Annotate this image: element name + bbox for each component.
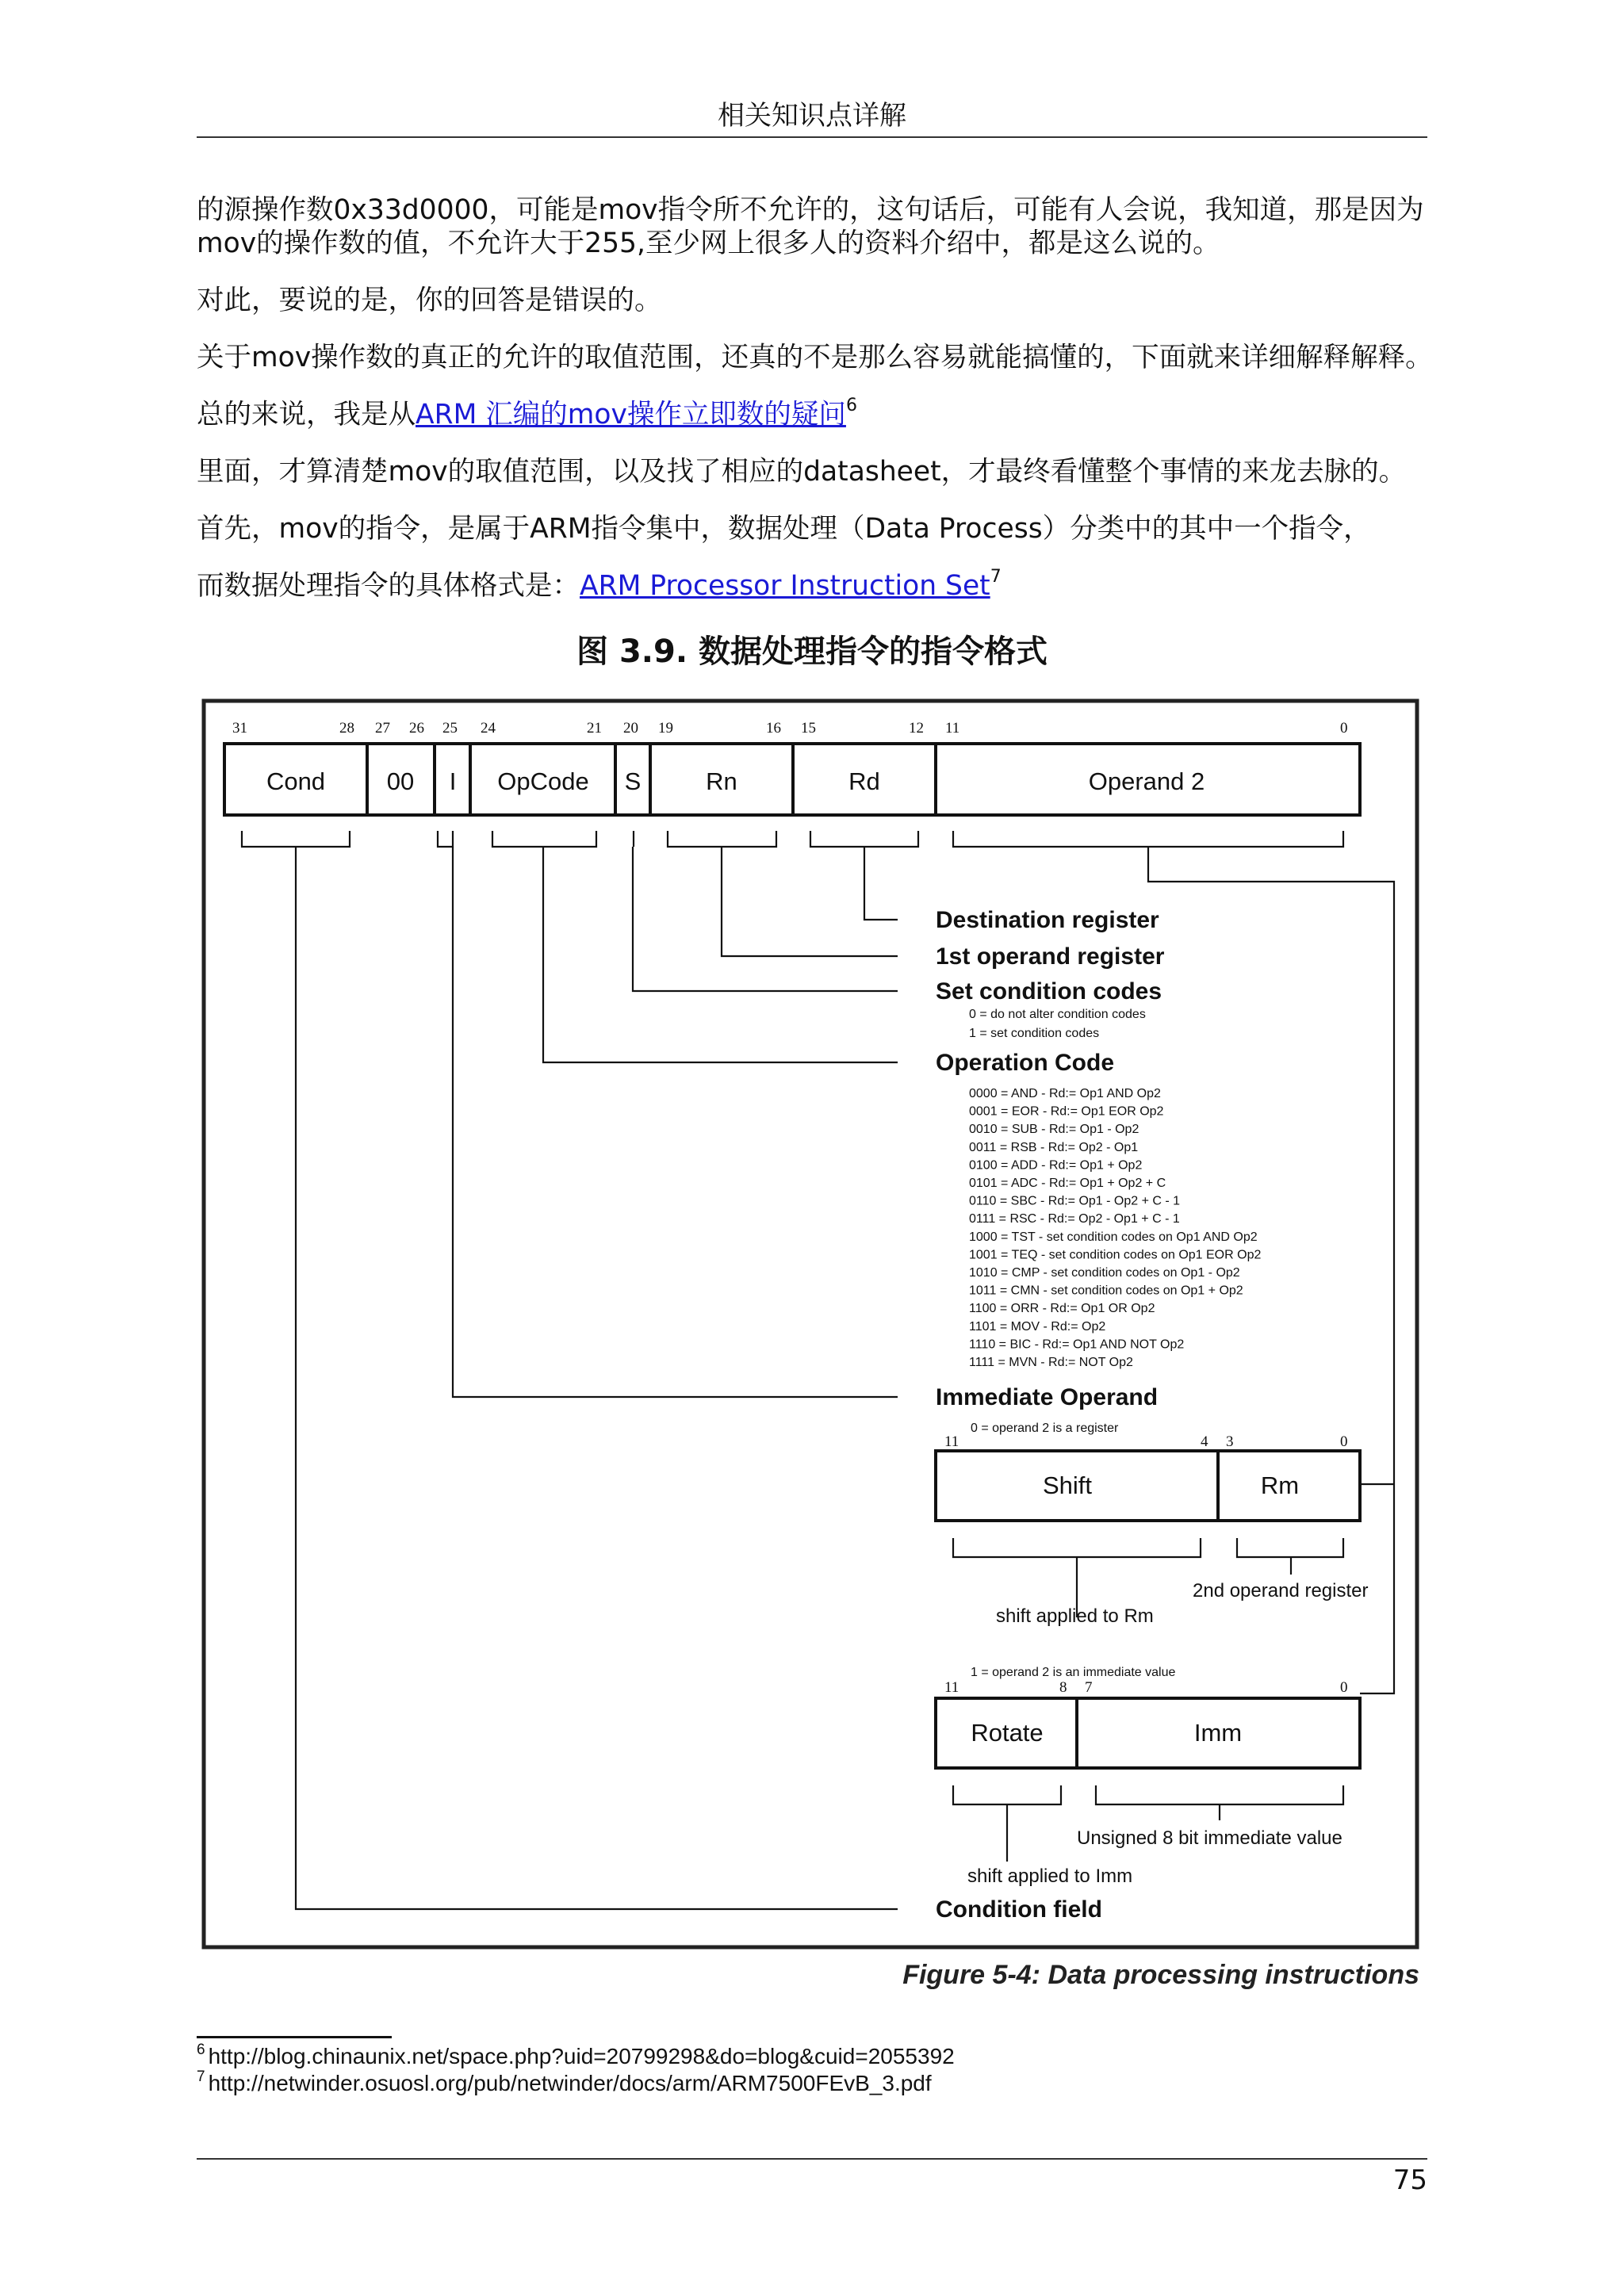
arm-instruction-set-link[interactable]: ARM Processor Instruction Set bbox=[580, 570, 990, 602]
label-first-operand-register: 1st operand register bbox=[936, 943, 1165, 970]
bit-31: 31 bbox=[232, 720, 247, 737]
field-rd: Rd bbox=[848, 767, 880, 795]
field-rm: Rm bbox=[1260, 1471, 1300, 1499]
bit-0: 0 bbox=[1340, 720, 1348, 737]
opcode-entry: 1111 = MVN - Rd:= NOT Op2 bbox=[969, 1356, 1133, 1369]
opcode-entry: 1010 = CMP - set condition codes on Op1 - Op2 bbox=[969, 1266, 1240, 1280]
opcode-entry: 1001 = TEQ - set condition codes on Op1 EOR Op2 bbox=[969, 1248, 1262, 1262]
imm-bit-8: 8 bbox=[1059, 1679, 1067, 1696]
instruction-format-diagram bbox=[190, 682, 1427, 1958]
opcode-entry: 1100 = ORR - Rd:= Op1 OR Op2 bbox=[969, 1302, 1155, 1316]
paragraph-1: 的源操作数0x33d0000，可能是mov指令所不允许的，这句话后，可能有人会说，我知道，那是因为mov的操作数的值，不允许大于255,至少网上很多人的资料介绍中，都是这么说的。 bbox=[197, 194, 1424, 259]
footnote-7 bbox=[197, 2068, 932, 2096]
set-cond-value-1: 1 = set condition codes bbox=[969, 1027, 1100, 1040]
footnote-rule bbox=[197, 2036, 392, 2038]
reg-bit-3: 3 bbox=[1226, 1433, 1234, 1450]
label-set-condition-codes: Set condition codes bbox=[936, 978, 1162, 1004]
reg-bit-11: 11 bbox=[944, 1433, 959, 1450]
opcode-entry: 0110 = SBC - Rd:= Op1 - Op2 + C - 1 bbox=[969, 1194, 1181, 1208]
footer-rule bbox=[197, 2158, 1427, 2160]
reg-bit-0: 0 bbox=[1340, 1433, 1348, 1450]
imm-bit-0: 0 bbox=[1340, 1679, 1348, 1696]
paragraph-5: 里面，才算清楚mov的取值范围，以及找了相应的datasheet，才最终看懂整个事情的来龙去脉的。 bbox=[197, 456, 1407, 488]
field-opcode: OpCode bbox=[497, 767, 589, 795]
field-i: I bbox=[449, 767, 457, 795]
figure-title: 图 3.9. 数据处理指令的指令格式 bbox=[576, 633, 1048, 670]
figure-caption: Figure 5-4: Data processing instructions bbox=[902, 1960, 1419, 1990]
imm-bit-11: 11 bbox=[944, 1679, 959, 1696]
bit-26: 26 bbox=[409, 720, 424, 737]
opcode-entry: 0100 = ADD - Rd:= Op1 + Op2 bbox=[969, 1158, 1143, 1173]
opcode-entry: 1110 = BIC - Rd:= Op1 AND NOT Op2 bbox=[969, 1337, 1185, 1352]
bit-12: 12 bbox=[909, 720, 924, 737]
leader-lines bbox=[242, 831, 1394, 1909]
set-cond-value-0: 0 = do not alter condition codes bbox=[969, 1008, 1146, 1021]
opcode-entry: 0111 = RSC - Rd:= Op2 - Op1 + C - 1 bbox=[969, 1212, 1180, 1226]
running-header: 相关知识点详解 bbox=[718, 100, 906, 132]
bit-19: 19 bbox=[658, 720, 673, 737]
bit-24: 24 bbox=[481, 720, 496, 737]
footnote-6-url[interactable]: http://blog.chinaunix.net/space.php?uid=20799298&do=blog&cuid=2055392 bbox=[208, 2044, 955, 2068]
footnote-6-number: 6 bbox=[197, 2042, 205, 2058]
bit-27: 27 bbox=[375, 720, 390, 737]
bit-21: 21 bbox=[587, 720, 602, 737]
field-00: 00 bbox=[386, 767, 415, 795]
field-s: S bbox=[624, 767, 642, 795]
paragraph-6: 首先，mov的指令，是属于ARM指令集中，数据处理（Data Process）分类中的其中一个指令， bbox=[197, 513, 1371, 545]
imm-form-note: 1 = operand 2 is an immediate value bbox=[971, 1666, 1176, 1679]
field-cond: Cond bbox=[266, 767, 326, 795]
field-shift: Shift bbox=[1042, 1471, 1093, 1499]
opcode-entry: 0000 = AND - Rd:= Op1 AND Op2 bbox=[969, 1087, 1161, 1100]
opcode-entry: 0001 = EOR - Rd:= Op1 EOR Op2 bbox=[969, 1104, 1164, 1119]
opcode-entry: 1101 = MOV - Rd:= Op2 bbox=[969, 1319, 1106, 1334]
field-rotate: Rotate bbox=[971, 1719, 1044, 1747]
opcode-list bbox=[969, 1087, 1261, 1369]
footnote-7-number: 7 bbox=[197, 2068, 205, 2085]
opcode-entry: 0010 = SUB - Rd:= Op1 - Op2 bbox=[969, 1123, 1139, 1137]
field-operand2: Operand 2 bbox=[1088, 767, 1205, 795]
bit-28: 28 bbox=[339, 720, 354, 737]
field-imm: Imm bbox=[1193, 1719, 1243, 1747]
field-rn: Rn bbox=[706, 767, 737, 795]
bit-11: 11 bbox=[945, 720, 960, 737]
opcode-entry: 1011 = CMN - set condition codes on Op1 + Op2 bbox=[969, 1284, 1243, 1298]
header-rule bbox=[197, 136, 1427, 138]
imm-description: Unsigned 8 bit immediate value bbox=[1077, 1827, 1342, 1849]
bit-25: 25 bbox=[442, 720, 458, 737]
paragraph-4: 总的来说，我是从ARM 汇编的mov操作立即数的疑问$^6$ bbox=[197, 396, 857, 430]
opcode-entry: 0011 = RSB - Rd:= Op2 - Op1 bbox=[969, 1140, 1139, 1154]
label-condition-field: Condition field bbox=[936, 1896, 1102, 1923]
paragraph-7: 而数据处理指令的具体格式是：ARM Processor Instruction Set$^7$ bbox=[197, 567, 1002, 602]
shift-description: shift applied to Rm bbox=[996, 1605, 1154, 1627]
footnote-6 bbox=[197, 2044, 955, 2069]
bit-15: 15 bbox=[801, 720, 816, 737]
reg-bit-4: 4 bbox=[1201, 1433, 1208, 1450]
footnote-ref-6[interactable]: 6 bbox=[845, 396, 857, 415]
mov-immediate-link[interactable]: ARM 汇编的mov操作立即数的疑问 bbox=[416, 399, 846, 430]
bit-16: 16 bbox=[766, 720, 781, 737]
figure-border bbox=[204, 701, 1417, 1947]
rotate-description: shift applied to Imm bbox=[967, 1866, 1133, 1887]
paragraph-2: 对此，要说的是，你的回答是错误的。 bbox=[197, 285, 662, 316]
imm-bit-7: 7 bbox=[1085, 1679, 1093, 1696]
page-number: 75 bbox=[1392, 2164, 1427, 2196]
opcode-entry: 1000 = TST - set condition codes on Op1 AND Op2 bbox=[969, 1230, 1258, 1244]
label-destination-register: Destination register bbox=[936, 907, 1159, 933]
rm-description: 2nd operand register bbox=[1193, 1580, 1369, 1601]
footnote-ref-7[interactable]: 7 bbox=[990, 567, 1002, 587]
reg-form-note: 0 = operand 2 is a register bbox=[971, 1422, 1119, 1435]
opcode-entry: 0101 = ADC - Rd:= Op1 + Op2 + C bbox=[969, 1177, 1166, 1190]
footnote-7-url[interactable]: http://netwinder.osuosl.org/pub/netwinder/docs/arm/ARM7500FEvB_3.pdf bbox=[208, 2071, 932, 2095]
label-operation-code: Operation Code bbox=[936, 1050, 1115, 1076]
label-immediate-operand: Immediate Operand bbox=[936, 1384, 1159, 1410]
paragraph-3: 关于mov操作数的真正的允许的取值范围，还真的不是那么容易就能搞懂的，下面就来详细解释解释。 bbox=[197, 342, 1433, 373]
bit-20: 20 bbox=[623, 720, 638, 737]
